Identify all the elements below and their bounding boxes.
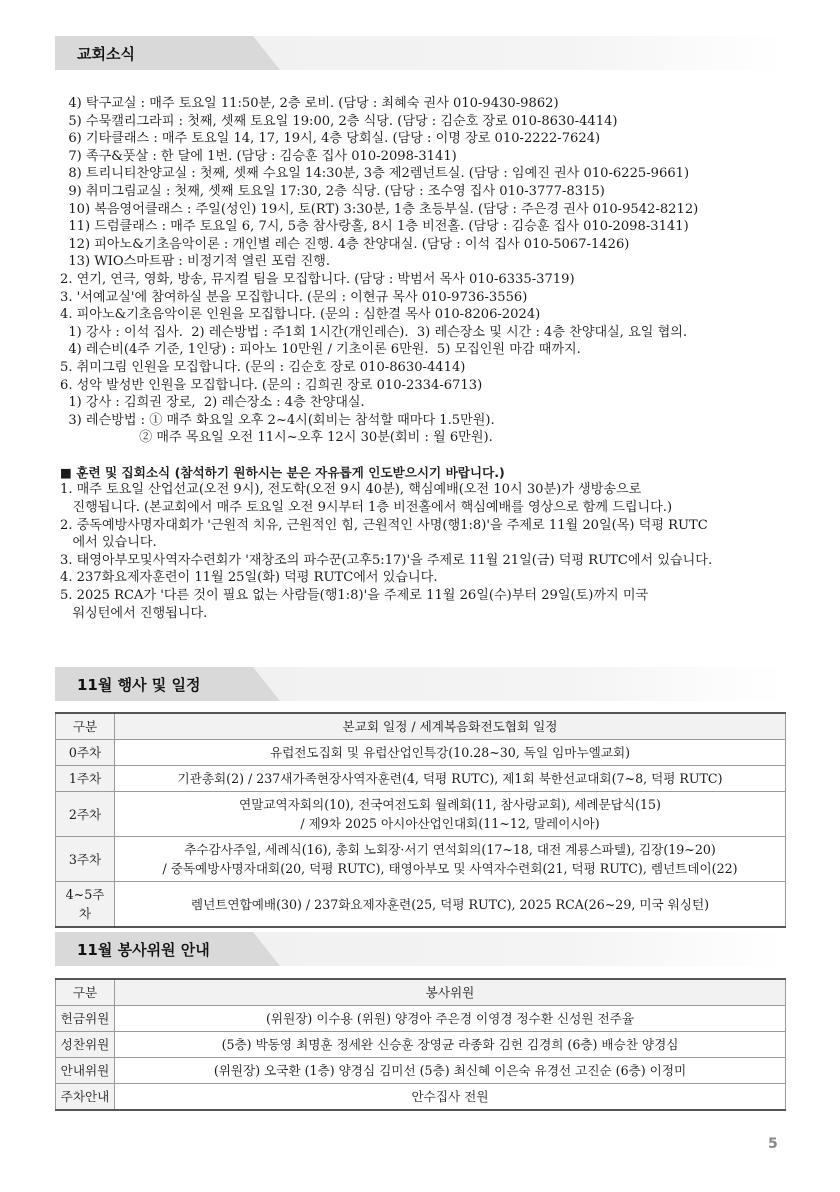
volunteer-members-cell: (5층) 박동영 최명훈 정세완 신승훈 장영균 라종화 김헌 김경희 (6층) 배승찬 양경심 [115,1032,786,1058]
events-schedule-line: 유럽전도집회 및 유럽산업인특강(10.28~30, 독일 임마누엘교회) [269,745,631,760]
events-schedule-line: 연말교역자회의(10), 전국여전도회 월례회(11, 참사랑교회), 세례문답식(15) [239,797,661,812]
events-section-header [55,667,785,701]
news-line: 1) 강사 : 이석 집사. 2) 레슨방법 : 주1회 1시간(개인레슨). 3) 레슨장소 및 시간 : 4층 찬양대실, 요일 협의. [60,324,688,340]
news-line: ② 매주 목요일 오전 11시~오후 12시 30분(회비 : 월 6만원). [60,430,493,446]
news-line: 11) 드럼클래스 : 매주 토요일 6, 7시, 5층 참사랑홀, 8시 1층 비전홀. (담당 : 김승훈 집사 010-2098-3141) [60,219,689,235]
news-line: 6. 성악 발성반 인원을 모집합니다. (문의 : 김희권 장로 010-2334-6713) [60,377,483,393]
events-schedule-cell [115,766,786,792]
training-line: 5. 2025 RCA가 '다른 것이 필요 없는 사람들(행1:8)'을 주제로 11월 26일(수)부터 29일(토)까지 미국 [60,588,649,604]
events-schedule-line: 렘넌트연합예배(30) / 237화요제자훈련(25, 덕평 RUTC), 2025 RCA(26~29, 미국 워싱턴) [190,896,710,912]
news-line: 2. 연기, 연극, 영화, 방송, 뮤지컬 팀을 모집합니다. (담당 : 박범서 목사 010-6335-3719) [60,271,575,287]
news-line: 10) 복음영어클래스 : 주일(성인) 19시, 토(RT) 3:30분, 1층 초등부실. (담당 : 주은경 권사 010-9542-8212) [60,201,699,217]
training-line: 1. 매주 토요일 산업선교(오전 9시), 전도학(오전 9시 40분), 핵심예배(오전 10시 30분)가 생방송으로 [60,482,642,498]
training-line: 2. 중독예방사명자대회가 '근원적 치유, 근원적인 힘, 근원적인 사명(행1:8)'을 주제로 11월 20일(목) 덕평 RUTC [60,517,708,533]
volunteer-role-cell: 헌금위원 [56,1006,115,1032]
news-line: 7) 족구&풋살 : 한 달에 1번. (담당 : 김승훈 집사 010-2098-3141) [60,148,457,164]
volunteer-members-cell: (위원장) 오국환 (1층) 양경심 김미선 (5층) 최신혜 이은숙 유경선 고진순 (6층) 이정미 [115,1058,786,1084]
table-row [56,1058,786,1084]
volunteers-table [55,978,786,1111]
training-line: 에서 있습니다. [60,535,157,551]
volunteers-header-category: 구분 [56,979,115,1006]
events-week-cell: 0주차 [56,740,115,766]
events-week-cell: 1주차 [56,766,115,792]
news-line: 8) 트리니티찬양교실 : 첫째, 셋째 수요일 14:30분, 3층 제2렘넌트실. (담당 : 임예진 권사 010-6225-9661) [60,166,690,182]
table-row [56,1032,786,1058]
events-header-schedule: 본교회 일정 / 세계복음화전도협회 일정 [115,713,786,740]
news-line: 3) 레슨방법 : ① 매주 화요일 오후 2~4시(회비는 참석할 때마다 1.5만원). [60,412,495,428]
events-table [55,712,786,928]
training-line: 4. 237화요제자훈련이 11월 25일(화) 덕평 RUTC에서 있습니다. [60,570,438,586]
table-row [56,882,786,928]
events-week-cell: 2주차 [56,792,115,837]
events-week-cell: 4~5주차 [56,882,115,928]
volunteer-role-cell: 성찬위원 [56,1032,115,1058]
events-section-title: 11월 행사 및 일정 [77,676,201,694]
events-week-cell: 3주차 [56,837,115,882]
table-row [56,740,786,766]
volunteer-members-cell: 안수집사 전원 [115,1084,786,1111]
news-line: 12) 피아노&기초음악이론 : 개인별 레슨 진행. 4층 찬양대실. (담당 : 이석 집사 010-5067-1426) [60,236,630,252]
news-line: 5) 수묵캘리그라피 : 첫째, 셋째 토요일 19:00, 2층 식당. (담당 : 김순호 장로 010-8630-4414) [60,113,618,129]
volunteers-section-header [55,932,785,966]
training-list [60,481,800,622]
news-line: 13) WIO스마트팜 : 비정기적 열린 포럼 진행. [60,254,331,270]
table-row [56,1084,786,1111]
news-line: 5. 취미그림 인원을 모집합니다. (문의 : 김순호 장로 010-8630-4414) [60,359,466,375]
page-number: 5 [768,1136,778,1152]
events-schedule-line: 추수감사주일, 세례식(16), 총회 노회장·서기 연석회의(17~18, 대전 계룡스파텔), 김장(19~20) [184,842,716,857]
news-section-title: 교회소식 [77,45,135,63]
volunteer-members-cell: (위원장) 이수용 (위원) 양경아 주은경 이영경 정수환 신성원 전주율 [115,1006,786,1032]
news-line: 6) 기타클래스 : 매주 토요일 14, 17, 19시, 4층 당회실. (담당 : 이명 장로 010-2222-7624) [60,131,601,147]
news-line: 4) 탁구교실 : 매주 토요일 11:50분, 2층 로비. (담당 : 최혜숙 권사 010-9430-9862) [60,96,559,111]
volunteers-header-members: 봉사위원 [115,979,786,1006]
volunteers-section-title: 11월 봉사위원 안내 [77,941,210,959]
training-heading: ■ 훈련 및 집회소식 (참석하기 원하시는 분은 자유롭게 인도받으시기 바랍니다.) [60,464,505,480]
events-schedule-cell [115,740,786,766]
events-schedule-line: / 중독예방사명자대회(20, 덕평 RUTC), 태영아부모 및 사역자수련회(21, 덕평 RUTC), 렘넌트데이(22) [162,861,738,876]
training-line: 3. 태영아부모및사역자수련회가 '재창조의 파수꾼(고후5:17)'을 주제로 11월 21일(금) 덕평 RUTC에서 있습니다. [60,552,713,568]
events-schedule-line: / 제9차 2025 아시아산업인대회(11~12, 말레이시아) [300,816,600,831]
training-line: 진행됩니다. (본교회에서 매주 토요일 오전 9시부터 1층 비전홀에서 핵심예배를 영상으로 함께 드립니다.) [60,500,673,516]
news-line: 4. 피아노&기초음악이론 인원을 모집합니다. (문의 : 심한결 목사 010-8206-2024) [60,307,541,323]
news-body [60,95,800,622]
news-line: 9) 취미그림교실 : 첫째, 셋째 토요일 17:30, 2층 식당. (담당 : 조수영 집사 010-3777-8315) [60,183,605,199]
table-row [56,792,786,837]
news-line: 1) 강사 : 김희권 장로, 2) 레슨장소 : 4층 찬양대실. [60,395,365,411]
table-row [56,1006,786,1032]
training-line: 워싱턴에서 진행됩니다. [60,605,208,621]
news-line: 3. '서예교실'에 참여하실 분을 모집합니다. (문의 : 이현규 목사 010-9736-3556) [60,289,528,305]
news-line: 4) 레슨비(4주 기준, 1인당) : 피아노 10만원 / 기초이론 6만원. 5) 모집인원 마감 때까지. [60,342,581,358]
table-row [56,837,786,882]
events-header-category: 구분 [56,713,115,740]
table-row [56,766,786,792]
events-schedule-cell [115,882,786,928]
events-schedule-cell [115,792,786,837]
volunteer-role-cell: 주차안내 [56,1084,115,1111]
volunteer-role-cell: 안내위원 [56,1058,115,1084]
news-section-header [55,36,785,70]
news-list [60,95,800,447]
events-schedule-cell [115,837,786,882]
events-schedule-line: 기관총회(2) / 237새가족현장사역자훈련(4, 덕평 RUTC), 제1회 북한선교대회(7~8, 덕평 RUTC) [177,771,723,786]
